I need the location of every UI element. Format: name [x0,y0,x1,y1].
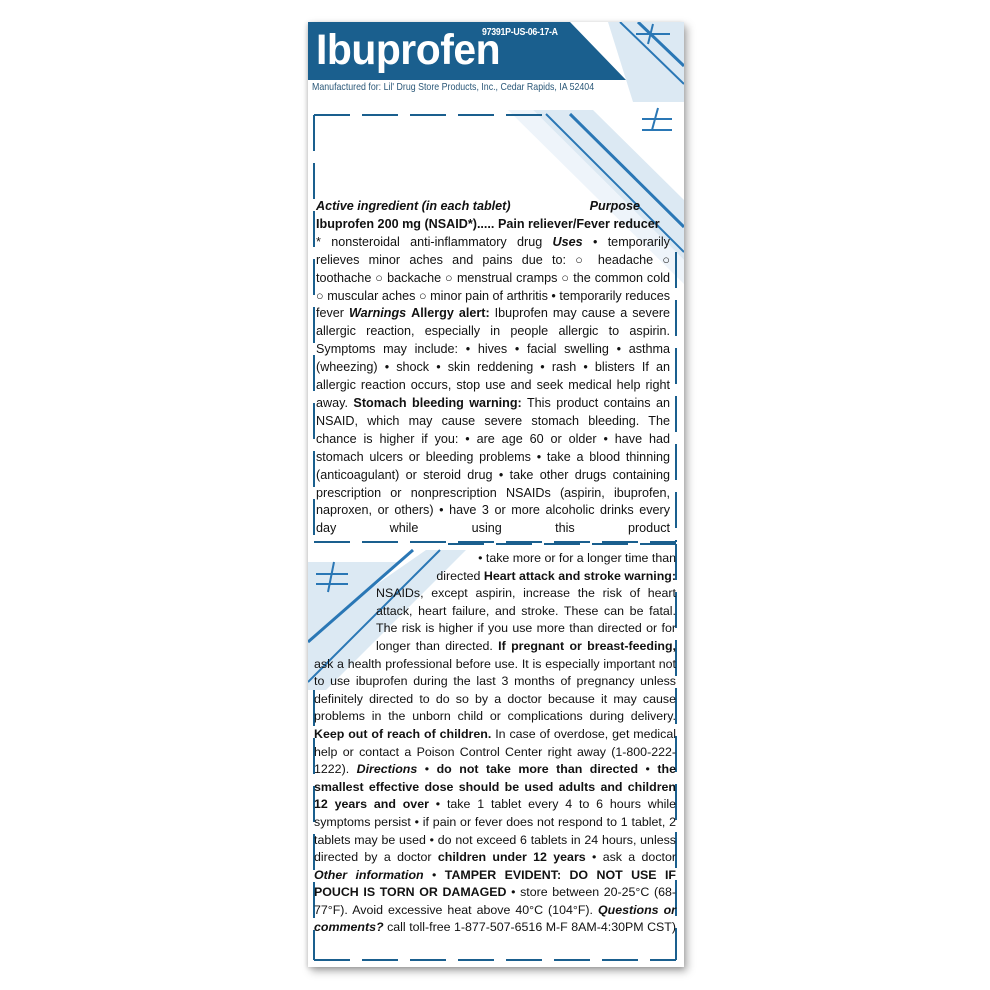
stomach-risk: are age 60 or older [476,431,597,446]
drug-facts-lower [314,550,676,937]
drug-facts-upper [316,198,670,538]
product-code: 97391P-US-06-17-A [482,27,558,38]
questions-text: call toll-free 1-877-507-6516 M-F 8AM-4:30PM CST) [387,920,676,935]
adults-item: take 1 tablet every 4 to 6 hours while symptoms persist [314,797,676,829]
under12-text: ask a doctor [602,850,676,865]
stomach-risk: take other drugs containing prescription or nonprescription NSAIDs (aspirin, ibuprofen, naproxen, or others) [316,467,670,518]
pregnant-text: ask a health professional before use. It is especially important not to use ibuprofen during the last 3 months of pregnancy unless definitely directed to do so by a doctor because it may cause problems in the unborn child or complications during delivery. [314,656,676,724]
allergy-text: Ibuprofen may cause a severe allergic reaction, especially in people allergic to aspirin. Symptoms may include: [316,306,671,357]
allergy-symptom: blisters [594,360,635,375]
stomach-risk: take a blood thinning (anticoagulant) or steroid drug [316,449,670,482]
directions-heading: Directions [356,762,418,777]
allergy-action: If an allergic reaction occurs, stop use and seek medical help right away. [316,360,670,410]
use-item: minor pain of arthritis [430,288,548,303]
pregnancy-section: ask a health professional before use. It is especially important not to use ibuprofen during the last 3 months of pregnancy unless definitely directed to do so by a doctor because it may cause problems in the unborn child or complications during delivery. Keep out of reach of children. In case of overdose, get medical help or contact a Poison Control Center right away (1-800-222-1222). Directions • do not take more than directed • the smallest effective dose should be used adults and children 12 years and over • take 1 tablet every 4 to 6 hours while symptoms persist • if pain or fever does not respond to 1 tablet, 2 tablets may be used • do not exceed 6 tablets in 24 hours, unless directed by a doctor children under 12 years • ask a doctor Other information • TAMPER EVIDENT: DO NOT USE IF POUCH IS TORN OR DAMAGED • store between 20-25°C (68-77°F). Avoid excessive heat above 40°C (104°F). Questions or comments? call toll-free 1-877-507-6516 M-F 8AM-4:30PM CST) [314,656,677,935]
stomach-risk: have 3 or more alcoholic drinks every day while using this product [316,503,670,536]
pregnant-heading: If pregnant or breast-feeding, [498,638,676,653]
allergy-heading: Allergy alert: [411,306,490,321]
uses-heading: Uses [552,234,583,249]
warnings-heading: Warnings [349,306,407,321]
product-title: Ibuprofen [316,26,501,74]
active-ingredient-heading: Active ingredient (in each tablet) [316,199,511,213]
allergy-symptom: hives [477,342,508,357]
heart-text: NSAIDs, except aspirin, increase the risk of heart attack, heart failure, and stroke. These can be fatal. The risk is higher if you use more than directed or for longer than directed. [376,586,676,653]
adults-item: if pain or fever does not respond to 1 tablet, 2 tablets may be used [314,814,676,847]
footnote: * nonsteroidal anti-inflammatory drug [316,234,543,249]
children-heading: Keep out of reach of children. [314,726,492,741]
directions-rule: do not take more than directed [436,762,639,777]
use-item: menstrual cramps [456,270,558,285]
drug-label [308,22,684,967]
allergy-symptom: skin reddening [447,360,534,375]
uses-fever: temporarily reduces fever [316,288,671,321]
children-text: In case of overdose, get medical help or contact a Poison Control Center right away (1-800-222-1222). [314,726,677,777]
adults-item: do not exceed 6 tablets in 24 hours, unless directed by a doctor [314,832,676,865]
use-item: toothache [316,270,372,285]
heart-section [314,585,676,655]
other-info-heading: Other information [314,867,424,882]
under12-heading: children under 12 years [437,850,586,865]
use-item: headache [597,252,654,267]
allergy-symptom: rash [551,360,577,375]
stomach-text: This product contains an NSAID, which may cause severe stomach bleeding. The chance is higher if you: [316,395,671,446]
use-item: the common cold [573,270,670,285]
adults-heading: adults and children 12 years and over [314,779,676,812]
stomach-risk: take more or for a longer time than directed [436,551,676,583]
leader-dots: ..... [476,216,495,231]
stomach-heading: Stomach bleeding warning: [353,395,522,410]
storage-text: store between 20-25°C (68-77°F). Avoid excessive heat above 40°C (104°F). [314,885,676,917]
tamper-warning: TAMPER EVIDENT: DO NOT USE IF POUCH IS TORN OR DAMAGED [314,867,676,900]
heart-heading: Heart attack and stroke warning: [483,568,676,583]
stomach-risk-continued: • take more or for a longer time than directed Heart attack and stroke warning: [436,551,676,583]
uses-intro: temporarily relieves minor aches and pains due to: [316,234,670,267]
manufacturer-line: Manufactured for: Lil' Drug Store Products, Inc., Cedar Rapids, IA 52404 [312,81,595,93]
allergy-symptom: shock [396,360,430,375]
use-item: backache [387,270,442,285]
active-ingredient: Ibuprofen 200 mg (NSAID*) [316,216,477,231]
use-item: muscular aches [327,288,416,303]
allergy-symptom: facial swelling [527,342,609,357]
allergy-symptom: asthma (wheezing) [316,342,670,375]
purpose-heading: Purpose [589,199,640,213]
active-ingredient-row [316,216,670,234]
questions-heading: Questions or comments? [314,902,676,935]
purpose-value: Pain reliever/Fever reducer [497,216,660,231]
directions-rule: the smallest effective dose should be used [314,762,676,794]
uses-section: * nonsteroidal anti-inflammatory drug Uses • temporarily relieves minor aches and pains due to: ○ headache ○ toothache ○ backache ○ menstrual cramps ○ the common cold ○ muscular aches ○ minor pain of arthritis • temporarily reduces fever Warnings Allergy alert: Ibuprofen may cause a severe allergic reaction, especially in people allergic to aspirin. Symptoms may include: • hives • facial swelling • asthma (wheezing) • shock • skin reddening • rash • blisters If an allergic reaction occurs, stop use and seek medical help right away. Stomach bleeding warning: This product contains an NSAID, which may cause severe stomach bleeding. The chance is higher if you: • are age 60 or older • have had stomach ulcers or bleeding problems • take a blood thinning (anticoagulant) or steroid drug • take other drugs containing prescription or nonprescription NSAIDs (aspirin, ibuprofen, naproxen, or others) • have 3 or more alcoholic drinks every day while using this product [316,234,671,536]
stomach-risk: have had stomach ulcers or bleeding problems [316,431,671,464]
active-ingredient-header-row [316,198,670,216]
